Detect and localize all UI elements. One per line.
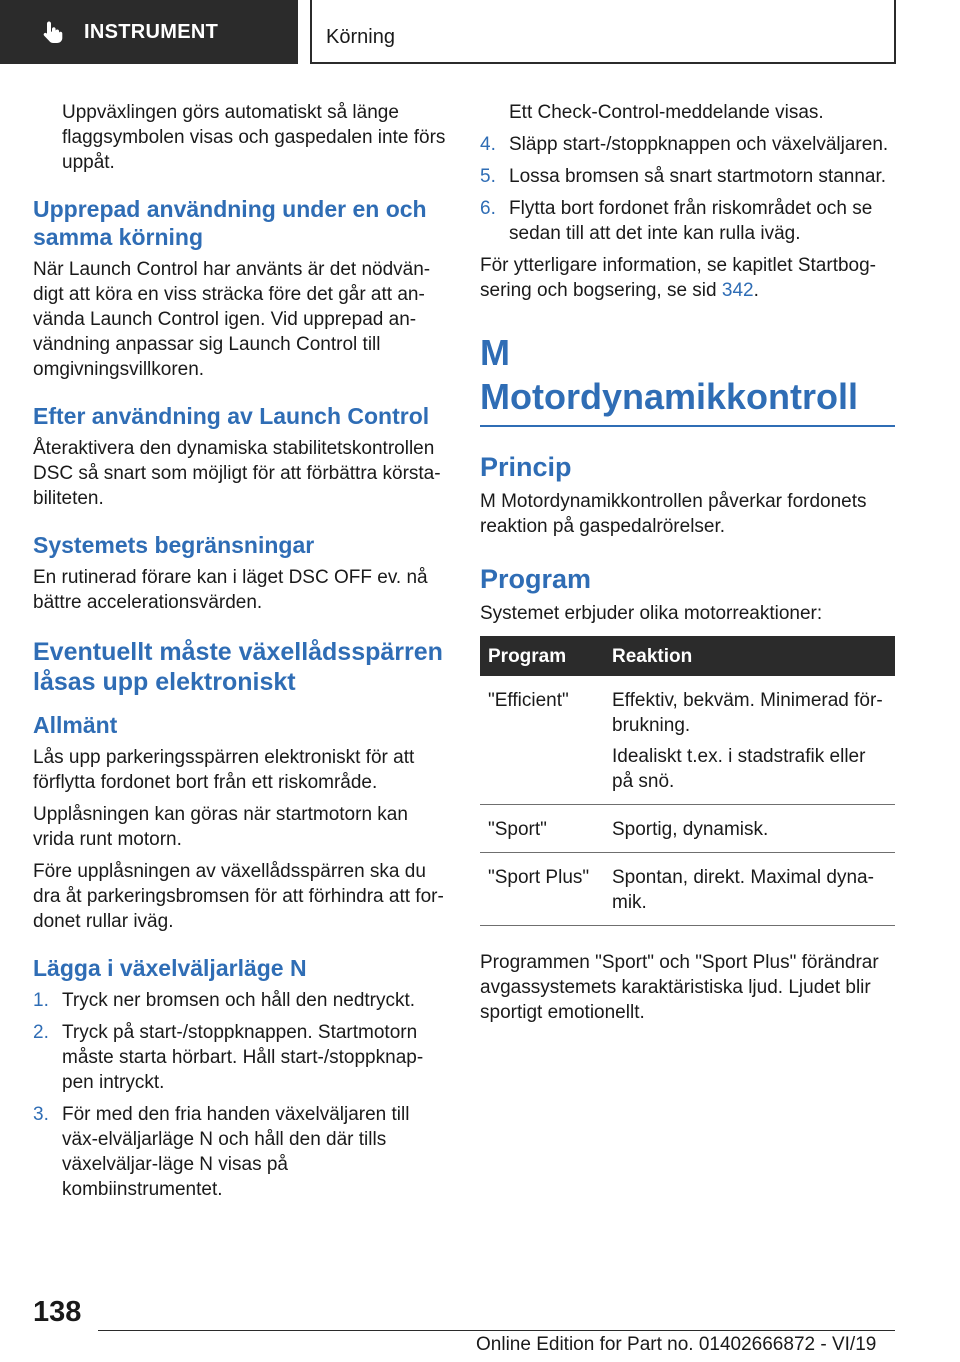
paragraph-program: Systemet erbjuder olika motorreaktioner: (480, 603, 823, 624)
heading-repeat-use: Upprepad användning under en och samma körning (33, 196, 427, 250)
list-item (480, 164, 895, 189)
step-text: Tryck ner bromsen och håll den nedtryckt. (62, 990, 416, 1011)
heading-general: Allmänt (33, 712, 118, 738)
reaction-text: Idealiskt t.ex. i stadstrafik eller på snö. (612, 746, 866, 792)
cell-reaction (604, 805, 895, 853)
cell-program: "Efficient" (480, 676, 604, 805)
reaction-text: Effektiv, bekväm. Minimerad för-brukning. (612, 690, 883, 736)
left-column (33, 100, 448, 1209)
continued-step-text: Ett Check-Control-meddelande visas. (509, 102, 824, 123)
paragraph-repeat-use: När Launch Control har använts är det nödvän-digt att köra en viss sträcka före det går att an-vända Launch Control igen. Vid upprepad an-vändning anpassar sig Launch Control till omgivningsvillkoren. (33, 259, 431, 380)
list-item (480, 196, 895, 246)
intro-paragraph: Uppväxlingen görs automatiskt så länge flaggsymbolen visas och gaspedalen inte förs uppåt. (62, 102, 446, 173)
paragraph-general-1: Lås upp parkeringsspärren elektroniskt för att förflytta fordonet bort från ett riskområde. (33, 747, 415, 793)
step-number: 4. (480, 134, 496, 155)
paragraph-after-table: Programmen "Sport" och "Sport Plus" förändrar avgassystemets karaktäristiska ljud. Ljudet blir sportigt emotionellt. (480, 952, 879, 1023)
info-paragraph (480, 253, 895, 303)
paragraph-general-3: Före upplåsningen av växellådsspärren ska du dra åt parkeringsbromsen för att förhindra att for-donet rullar iväg. (33, 861, 444, 932)
heading-select-neutral: Lägga i växelväljarläge N (33, 955, 307, 981)
column-header-program: Program (480, 636, 604, 676)
step-number: 6. (480, 198, 496, 219)
cell-program: "Sport Plus" (480, 853, 604, 926)
reaction-text: Sportig, dynamisk. (612, 819, 769, 840)
edition-footer: Online Edition for Part no. 01402666872 - VI/19 (476, 1334, 877, 1355)
reaction-text: Spontan, direkt. Maximal dyna-mik. (612, 867, 874, 913)
cell-program: "Sport" (480, 805, 604, 853)
step-text: Tryck på start-/stoppknappen. Startmotorn måste starta hörbart. Håll start-/stoppknap-pen intryckt. (62, 1022, 424, 1093)
step-number: 3. (33, 1104, 49, 1125)
program-table (480, 636, 895, 926)
heading-principle: Princip (480, 452, 572, 482)
info-text: För ytterligare information, se kapitlet Startbog-sering och bogsering, se sid (480, 255, 877, 301)
paragraph-principle: M Motordynamikkontrollen påverkar fordonets reaktion på gaspedalrörelser. (480, 491, 867, 537)
step-number: 5. (480, 166, 496, 187)
list-item (33, 988, 448, 1013)
step-text: Släpp start-/stoppknappen och växelväljaren. (509, 134, 889, 155)
step-text: För med den fria handen växelväljaren till väx-elväljarläge N och håll den där tills växelväljar-läge N visas på kombiinstrumentet. (62, 1104, 410, 1200)
info-text-end: . (753, 280, 759, 301)
column-header-reaction: Reaktion (604, 636, 895, 676)
chapter-label: INSTRUMENT (84, 20, 219, 43)
heading-after-use: Efter användning av Launch Control (33, 403, 430, 429)
step-text: Flytta bort fordonet från riskområdet och se sedan till att det inte kan rulla iväg. (509, 198, 873, 244)
step-number: 1. (33, 990, 49, 1011)
section-header (310, 0, 896, 64)
steps-list-continued (480, 132, 895, 246)
footer-divider (98, 1330, 895, 1331)
list-item (33, 1020, 448, 1095)
heading-unlock-transmission: Eventuellt måste växellådsspärren låsas upp elektroniskt (33, 638, 443, 696)
section-title: Körning (326, 26, 395, 48)
paragraph-system-limits: En rutinerad förare kan i läget DSC OFF ev. nå bättre accelerationsvärden. (33, 567, 428, 613)
page-reference-link[interactable]: 342 (721, 280, 754, 301)
list-item (480, 132, 895, 157)
chapter-title: M Motordynamikkontroll (480, 331, 895, 427)
cell-reaction (604, 676, 895, 805)
cell-reaction (604, 853, 895, 926)
table-row (480, 676, 895, 805)
heading-system-limits: Systemets begränsningar (33, 532, 315, 558)
list-item (33, 1102, 448, 1202)
steps-list-neutral (33, 988, 448, 1202)
page-number: 138 (33, 1296, 82, 1328)
hand-pointer-icon (40, 19, 66, 45)
paragraph-general-2: Upplåsningen kan göras när startmotorn kan vrida runt motorn. (33, 804, 408, 850)
table-header-row (480, 636, 895, 676)
chapter-tab[interactable] (0, 0, 298, 64)
step-number: 2. (33, 1022, 49, 1043)
heading-program: Program (480, 564, 592, 594)
paragraph-after-use: Återaktivera den dynamiska stabilitetskontrollen DSC så snart som möjligt för att förbättra körsta-biliteten. (33, 438, 441, 509)
table-row (480, 853, 895, 926)
right-column (480, 100, 895, 1032)
table-row (480, 805, 895, 853)
step-text: Lossa bromsen så snart startmotorn stannar. (509, 166, 887, 187)
